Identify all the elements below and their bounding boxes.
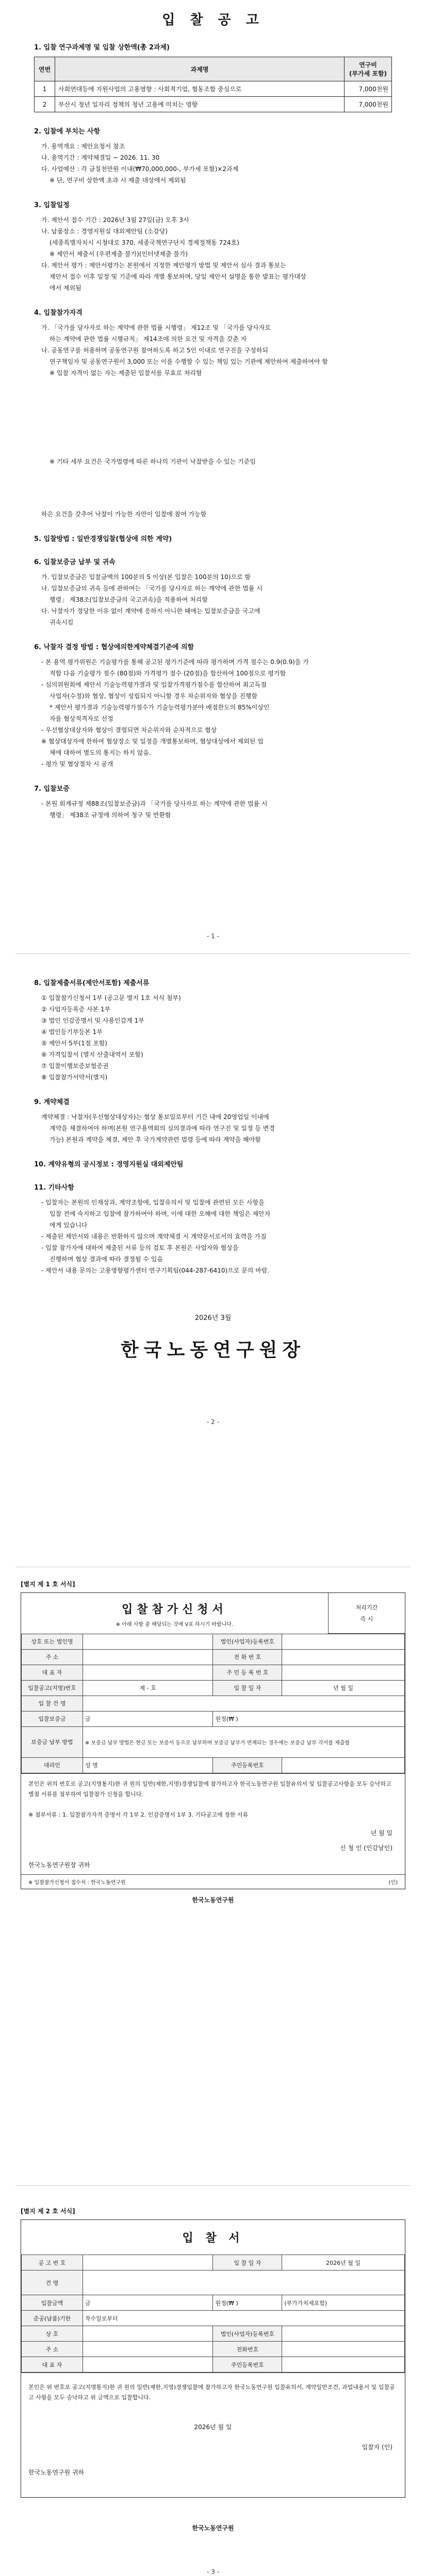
processing-label: 처리기간 xyxy=(355,1604,378,1611)
field-input[interactable] xyxy=(83,1649,213,1665)
text-line: 나. 납품장소 : 경영지원실 대외제안팀 (소강당) xyxy=(41,228,168,235)
text-line: 행령」 제38조 규정에 의하여 청구 및 반환함 xyxy=(50,811,171,819)
page-number: - 2 - xyxy=(207,1418,219,1426)
field-note: ※ 보증금 납부 방법은 현금 또는 보증서 등으로 납부하며 보증금 납부가 면제되는 경우에는 보증금 납부 각서를 제출함 xyxy=(83,1726,404,1757)
field-input[interactable] xyxy=(83,1665,213,1680)
signature-line: 신 청 인 (인감날인) xyxy=(340,1844,392,1852)
field-value[interactable]: 금 xyxy=(83,2295,213,2311)
field-input[interactable] xyxy=(83,2326,213,2342)
form-footer xyxy=(21,1874,405,1889)
form-1-org: 한국노동연구원 xyxy=(192,1896,234,1904)
text-line: ④ 법인등기부등본 1부 xyxy=(41,1028,103,1036)
field-note: (부가가치세포함) xyxy=(282,2295,405,2311)
page-number: - 1 - xyxy=(207,933,219,940)
field-input[interactable] xyxy=(282,1649,405,1665)
field-input[interactable] xyxy=(83,1696,404,1711)
section-1-heading: 1. 입찰 연구과제명 및 입찰 상한액(총 2과제) xyxy=(34,44,170,52)
text-line: 나. 공동연구를 허용하며 공동연구원 참여하도록 하고 5인 이내로 연구진을 구성하되 xyxy=(41,347,268,354)
col-no: 연번 xyxy=(35,57,55,81)
field-label: 주민등록번호 xyxy=(213,2357,282,2372)
field-label: 법인(사업자)등록번호 xyxy=(213,2326,282,2342)
section-2-heading: 2. 입찰에 부치는 사항 xyxy=(34,128,101,135)
field-input[interactable] xyxy=(282,1757,405,1773)
section-9-heading: 8. 입찰제출서류(제안서포함) 제출서류 xyxy=(34,979,150,987)
text-line: - 우선협상대상자와 협상이 결렬되면 차순위자와 순차적으로 협상 xyxy=(41,726,217,734)
text-line: 하은 요건을 갖추어 낙찰이 가능한 자만이 입찰에 참여 가능함 xyxy=(41,511,207,518)
text-line: ① 입찰참가신청서 1부 (공고문 별지 1호 서식 첨부) xyxy=(41,994,181,1002)
text-line: ⑧ 입찰참가서약서(별지) xyxy=(41,1074,108,1081)
row-name: 사회연대등에 지원사업의 고용영향 : 사회적기업, 협동조합 중심으로 xyxy=(55,81,345,97)
field-label: 입 찰 일 자 xyxy=(213,2255,282,2270)
text-line: ※ 협상대상자에 한하여 협상장소 및 일정을 개별통보하며, 협상대상에서 제외된 업 xyxy=(41,738,264,745)
field-value[interactable]: 착수일로부터 xyxy=(83,2311,404,2326)
notice-title: 입 찰 공 고 xyxy=(162,12,264,28)
field-input[interactable] xyxy=(282,1634,405,1649)
field-label: 법인(사업자)등록번호 xyxy=(213,1634,282,1649)
signature-line: 입찰자 (인) xyxy=(362,2444,392,2451)
pledge-text: 본인은 위의 번호로 공고(지명통지)한 귀 원의 일반(제한,지명)경쟁입찰에 참가하고자 한국노동연구원 입찰유의서 및 입찰공고사항을 모두 승낙하고 별첨 서류를 첨부하여 입찰참가 신청을 합니다. xyxy=(21,1773,405,1805)
section-11-heading: 10. 계약유형의 공시정보 : 경영지원실 대외제안팀 xyxy=(34,1161,184,1168)
field-value[interactable]: 제 - 호 xyxy=(83,1680,213,1696)
text-line: 계약체결 : 낙찰자(우선협상대상자)는 협상 통보일로부터 기간 내에 20영업일 이내에 xyxy=(41,1113,269,1121)
text-line: 체에 대하여 별도의 통지는 하지 않음. xyxy=(50,749,151,756)
text-line: ② 사업자등록증 사본 1부 xyxy=(41,1006,111,1013)
form-1-title: 입찰참가신청서 xyxy=(121,1603,227,1616)
field-label: 주 소 xyxy=(22,1649,83,1665)
row-amount: 7,000천원 xyxy=(345,81,392,97)
field-input[interactable] xyxy=(282,2357,405,2372)
field-input[interactable] xyxy=(282,2342,405,2357)
text-line: 사업자(수정)와 협상, 협상이 성립되지 아니할 경우 차순위자와 협상을 진행함 xyxy=(50,692,258,700)
field-input[interactable] xyxy=(83,2357,213,2372)
field-label: 공 고 번 호 xyxy=(22,2255,83,2270)
field-value[interactable]: 원정(₩ ) xyxy=(213,1711,405,1726)
text-line: 적합 다음 기술평가 점수 (80점)와 가격평가 점수 (20점)을 합산하여 100점으로 평가함 xyxy=(50,670,286,677)
form-2-label: [별지 제 2 호 서식] xyxy=(21,2208,75,2215)
text-line: 나. 입찰보증금의 귀속 등에 관하여는 「국가를 당사자로 하는 계약에 관한 법률 시 xyxy=(41,585,263,592)
col-amount: 연구비 (부가세 포함) xyxy=(345,57,392,81)
form-1-label: [별지 제 1 호 서식] xyxy=(21,1581,75,1588)
addressee: 한국노동연구원장 귀하 xyxy=(28,1861,90,1869)
field-label: 입 찰 일 자 xyxy=(213,1680,282,1696)
text-line: 행령」 제38조(입찰보증금의 국고귀속)을 적용하여 처리함 xyxy=(50,596,208,603)
signature-date: 2026년 월 일 xyxy=(194,2424,232,2431)
field-label: 주 소 xyxy=(22,2342,83,2357)
field-input[interactable] xyxy=(83,1634,213,1649)
notice-date: 2026년 3월 xyxy=(194,1314,232,1322)
row-amount: 7,000천원 xyxy=(345,97,392,112)
text-line: ※ 제안서 제출서 (우편제출 불가)(인터넷제출 불가) xyxy=(50,250,188,258)
section-8-heading: 7. 입찰보증 xyxy=(34,785,70,793)
form-2-org: 한국노동연구원 xyxy=(192,2524,234,2532)
field-value[interactable]: 년 월 일 xyxy=(282,1680,405,1696)
issuer-name: 한국노동연구원장 xyxy=(120,1340,306,1361)
text-line: 다. 낙찰자가 정당한 이유 없이 계약에 응하지 아니한 때에는 입찰보증금을 국고에 xyxy=(41,607,260,615)
section-10-heading: 9. 계약체결 xyxy=(34,1098,70,1106)
table-row xyxy=(35,97,392,112)
form-2-fields xyxy=(21,2255,405,2372)
text-line: - 제출된 제안서와 내용은 반환하지 않으며 계약체결 시 계약문서로서의 효력을 가짐 xyxy=(41,1233,267,1240)
text-line: ⑥ 가격입찰서 (별지 산출내역서 포함) xyxy=(41,1051,143,1058)
addressee: 한국노동연구원 귀하 xyxy=(28,2469,85,2476)
text-line: ⑦ 입찰이행보증보험증권 xyxy=(41,1062,109,1070)
field-label: 입찰공고(지명)번호 xyxy=(22,1680,83,1696)
field-label: 주민등록번호 xyxy=(213,1757,282,1773)
field-input[interactable] xyxy=(282,2326,405,2342)
text-line: - 본 용역 평가위원은 기술평가를 통해 공고된 평가기준에 따라 평가하며 가격 점수는 0.9(0.9)을 가 xyxy=(41,658,309,666)
text-line: ※ 기타 세부 요건은 국가법령에 따른 하나의 기관이 낙찰받을 수 있는 기준임 xyxy=(50,458,256,465)
form-2-title: 입 찰 서 xyxy=(182,2232,244,2245)
project-table xyxy=(34,57,392,112)
text-line: 에서 제외됨 xyxy=(50,284,81,292)
processing-value: 즉 시 xyxy=(360,1615,373,1622)
field-label: 건 명 xyxy=(22,2270,83,2295)
signature-date: 년 월 일 xyxy=(370,1829,392,1837)
text-line: 하는 계약에 관한 법률 시행규칙」 제14조에 의한 요건 및 자격을 갖춘 자 xyxy=(50,335,247,343)
footer-left: ※ 입찰참가신청서 접수처 : 한국노동연구원 xyxy=(28,1879,126,1886)
text-line: ⑤ 제안서 5부(1점 포함) xyxy=(41,1040,107,1047)
section-6-heading: 6. 입찰보증금 납부 및 귀속 xyxy=(34,558,116,566)
field-label: 대 표 자 xyxy=(22,2357,83,2372)
field-input[interactable] xyxy=(282,1665,405,1680)
text-line: (세종특별자치시 시청대로 370, 세종국책연구단지 경제정책동 724호) xyxy=(50,239,239,246)
section-4-heading: 4. 입찰참가자격 xyxy=(34,309,83,317)
field-label: 주 민 등 록 번 호 xyxy=(213,1665,282,1680)
text-line: 가. 제안서 접수 기간 : 2026년 3월 27일(금) 오후 3시 xyxy=(41,216,189,224)
footer-right: (인) xyxy=(388,1879,398,1886)
text-line: 가. 입찰보증금은 입찰금액의 100분의 5 이상(본 입찰은 100분의 10)으로 함 xyxy=(41,573,251,581)
row-name: 부산시 청년 일자리 정책의 청년 고용에 미치는 영향 xyxy=(55,97,345,112)
field-value[interactable]: 성 명 xyxy=(83,1757,213,1773)
field-value[interactable]: 2026년 월 일 xyxy=(282,2255,405,2270)
text-line: 제안서 접수 이후 일정 및 기준에 따라 개별 통보하며, 당일 제안서 설명을 통한 발표는 평가대상 xyxy=(50,273,306,280)
form-2 xyxy=(21,2219,405,2498)
text-line: 연구책임자 및 공동연구원이 3,000 또는 이를 수행할 수 있는 책임 있는 기관에 제안하여 제출하여야 함 xyxy=(50,358,328,365)
page-number: - 3 - xyxy=(207,2568,219,2575)
field-label: 전화번호 xyxy=(213,2342,282,2357)
text-line: 입찰 전에 숙지하고 입찰에 참가하여야 하며, 이에 대한 오해에 대한 책임은 제안자 xyxy=(50,1210,271,1217)
page-2 xyxy=(0,954,426,1567)
row-no: 2 xyxy=(35,97,55,112)
text-line: - 입찰자는 본원의 인재상과, 계약조항에, 입찰유의서 및 입찰에 관련된 모든 사항을 xyxy=(41,1199,265,1206)
text-line: ③ 법인 인감증명서 및 사용인감계 1부 xyxy=(41,1017,144,1024)
table-row xyxy=(35,81,392,97)
section-5-heading: 5. 입찰방법 : 일반경쟁입찰(협상에 의한 계약) xyxy=(34,535,172,543)
text-line: 에게 있습니다 xyxy=(50,1222,88,1229)
text-line: - 심의위원회에 제안서 기술능력평가결과 및 입찰가격평가점수를 합산하여 최고득점 xyxy=(41,681,267,688)
field-input[interactable] xyxy=(83,2255,213,2270)
text-line: 가. 「국가를 당사자로 하는 계약에 관한 법률 시행령」 제12조 및 「국가를 당사자로 xyxy=(41,324,271,331)
field-label: 입 찰 건 명 xyxy=(22,1696,83,1711)
text-line: ※ 입찰 자격이 없는 자는 제출된 입찰서를 무효로 처리함 xyxy=(50,369,202,377)
section-3-heading: 3. 입찰일정 xyxy=(34,201,70,209)
field-input[interactable] xyxy=(83,2342,213,2357)
text-line: 귀속시킴 xyxy=(50,619,74,626)
field-value[interactable]: 원정(₩ ) xyxy=(213,2295,282,2311)
text-line: - 입찰 참가자에 대하여 제출된 서류 등의 검토 후 본원은 사업자와 협상을 xyxy=(41,1244,239,1251)
text-line: ※ 단, 연구비 상한액 초과 시 제출 대상에서 제외됨 xyxy=(50,177,186,184)
field-value[interactable]: 금 xyxy=(83,1711,213,1726)
form-1-header xyxy=(21,1593,405,1634)
section-7-heading: 6. 낙찰자 결정 방법 : 협상에의한계약체결기준에 의함 xyxy=(34,643,194,651)
pledge-text: 본인은 위 번호로 공고(지명통지)한 귀 원의 일반(제한,지명)경쟁입찰에 참가하고자 한국노동연구원 입찰유의서, 계약일반조건, 과업내용서 및 입찰공고 사항을 모두 승낙하고 위 금액으로 입찰합니다. xyxy=(21,2372,405,2412)
field-label: 대리인 xyxy=(22,1757,83,1773)
text-line: 진행하며 협상 결과에 따라 결정될 수 있음 xyxy=(50,1256,163,1263)
form-2-page xyxy=(0,2186,426,2576)
row-no: 1 xyxy=(35,81,55,97)
text-line: 나. 용역기간 : 계약체결일 ~ 2026. 11. 30 xyxy=(41,154,160,161)
page-1 xyxy=(0,0,426,953)
attachments-text: ※ 첨부서류 : 1. 입찰참가자격 증명서 각 1부 2. 인감증명서 1부 3. 기타공고에 정한 서류 xyxy=(28,1811,249,1818)
form-1-fields xyxy=(21,1634,405,1773)
col-name: 과제명 xyxy=(55,57,345,81)
field-label: 상 호 xyxy=(22,2326,83,2342)
text-line: - 평가 및 협상절차 시 공개 xyxy=(41,760,113,768)
text-line: 가. 용역개요 : 제안요청서 참조 xyxy=(41,143,125,150)
field-label: 대 표 자 xyxy=(22,1665,83,1680)
text-line: - 제안서 내용 문의는 고용영향평가센터 연구기획팀(044-287-6410)으로 문의 바람. xyxy=(41,1267,270,1274)
field-label: 전 화 번 호 xyxy=(213,1649,282,1665)
text-line: * 제안서 평가결과 기술능력평가점수가 기술능력평가분야 배점한도의 85%이상인 xyxy=(50,704,270,711)
text-line: - 본원 회계규정 제88조(입찰보증금)과 「국가를 당사자로 하는 계약에 관한 법률 시 xyxy=(41,800,268,807)
field-label: 보증금 납부 방법 xyxy=(22,1726,83,1757)
section-12-heading: 11. 기타사항 xyxy=(34,1184,74,1192)
text-line: 자를 협상적격자로 선정 xyxy=(50,715,113,722)
field-label: 상호 또는 법인명 xyxy=(22,1634,83,1649)
field-input[interactable] xyxy=(83,2270,404,2295)
field-label: 준공(납품)기한 xyxy=(22,2311,83,2326)
field-label: 입찰금액 xyxy=(22,2295,83,2311)
text-line: 가능) 본원과 계약을 체결, 제안 후 국가계약관련 법령 등에 따라 계약을 해야함 xyxy=(50,1136,261,1143)
text-line: 다. 제안서 평가 : 제안서평가는 본원에서 지정한 제안평가 방법 및 제안서 심사 결과 통보는 xyxy=(41,262,286,269)
form-1-page xyxy=(0,1567,426,2185)
text-line: 계약을 체결하여야 하며(본원 연구용역회의 심의결과에 따라 연구진 및 일정 등 변경 xyxy=(50,1125,275,1132)
field-label: 입찰보증금 xyxy=(22,1711,83,1726)
form-1 xyxy=(21,1592,405,1889)
form-1-note: ※ 아래 사항 중 해당되는 것에 V표 하시기 바랍니다. xyxy=(116,1622,234,1628)
text-line: 다. 사업예산 : 각 금칠천만원 이내(₩70,000,000-, 부가세 포함)×2과제 xyxy=(41,165,239,173)
